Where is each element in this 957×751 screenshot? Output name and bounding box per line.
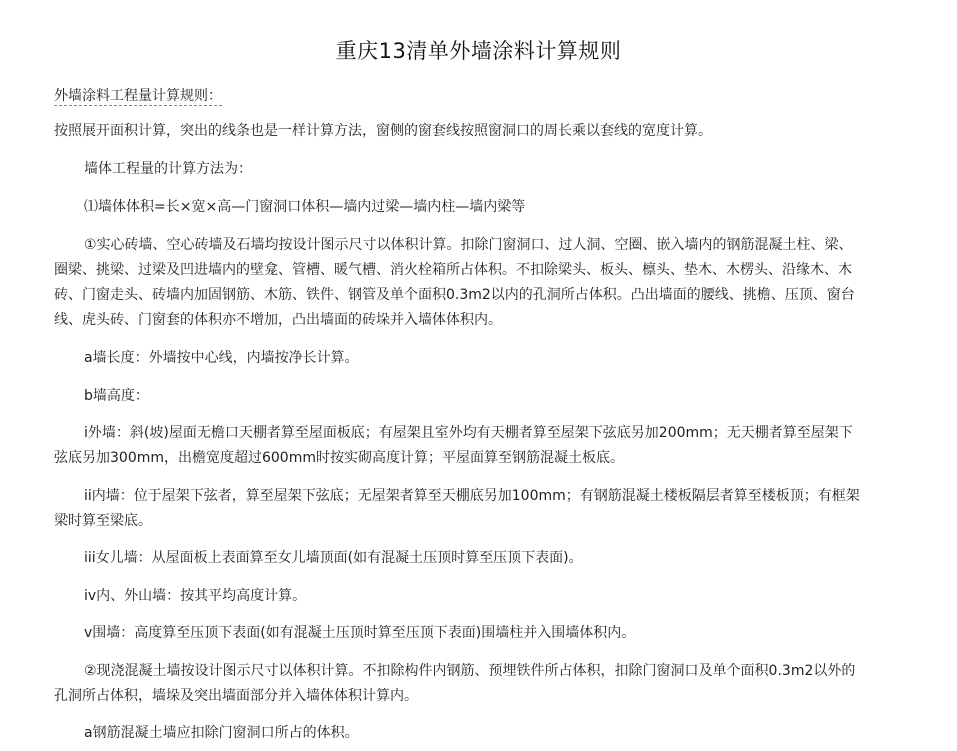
paragraph-gable-wall: iv内、外山墙：按其平均高度计算。 [84, 588, 307, 604]
document-title: 重庆13清单外墙涂料计算规则 [335, 39, 622, 63]
paragraph-cast-concrete-wall: ②现浇混凝土墙按设计图示尺寸以体积计算。不扣除构件内钢筋、预埋铁件所占体积，扣除门窗洞口及单个面积0.3m2以外的孔洞所占体积，墙垛及突出墙面部分并入墙体体积计算内。 [54, 663, 856, 704]
paragraph-rc-wall: a钢筋混凝土墙应扣除门窗洞口所占的体积。 [84, 725, 359, 741]
paragraph-volume-formula: ⑴墙体体积=长×宽×高—门窗洞口体积—墙内过梁—墙内柱—墙内梁等 [84, 199, 526, 215]
section-heading [54, 84, 864, 109]
section-heading-text: 外墙涂料工程量计算规则： [54, 88, 222, 104]
paragraph-wall-length: a墙长度：外墙按中心线，内墙按净长计算。 [84, 350, 359, 366]
paragraph-parapet-wall: iii女儿墙：从屋面板上表面算至女儿墙顶面(如有混凝土压顶时算至压顶下表面)。 [84, 550, 583, 566]
paragraph-intro: 按照展开面积计算，突出的线条也是一样计算方法，窗侧的窗套线按照窗洞口的周长乘以套线的宽度计算。 [54, 123, 712, 139]
paragraph-wall-height: b墙高度： [84, 388, 149, 404]
paragraph-solid-brick-wall: ①实心砖墙、空心砖墙及石墙均按设计图示尺寸以体积计算。扣除门窗洞口、过人洞、空圈、嵌入墙内的钢筋混凝土柱、梁、圈梁、挑梁、过梁及凹进墙内的壁龛、管槽、暖气槽、消火栓箱所占体积。不扣除梁头、板头、檩头、垫木、木楞头、沿缘木、木砖、门窗走头、砖墙内加固钢筋、木筋、铁件、钢管及单个面积0.3m2以内的孔洞所占体积。凸出墙面的腰线、挑檐、压顶、窗台线、虎头砖、门窗套的体积亦不增加，凸出墙面的砖垛并入墙体体积内。 [54, 237, 855, 328]
paragraph-boundary-wall: v围墙：高度算至压顶下表面(如有混凝土压顶时算至压顶下表面)围墙柱并入围墙体积内。 [84, 625, 636, 641]
paragraph-interior-wall: ii内墙：位于屋架下弦者，算至屋架下弦底；无屋架者算至天棚底另加100mm；有钢筋混凝土楼板隔层者算至楼板顶；有框架梁时算至梁底。 [54, 488, 860, 529]
paragraph-method-heading: 墙体工程量的计算方法为： [84, 161, 252, 177]
paragraph-exterior-wall: i外墙：斜(坡)屋面无檐口天棚者算至屋面板底；有屋架且室外均有天棚者算至屋架下弦底另加200mm；无天棚者算至屋架下弦底另加300mm，出檐宽度超过600mm时按实砌高度计算；平屋面算至钢筋混凝土板底。 [54, 425, 853, 466]
